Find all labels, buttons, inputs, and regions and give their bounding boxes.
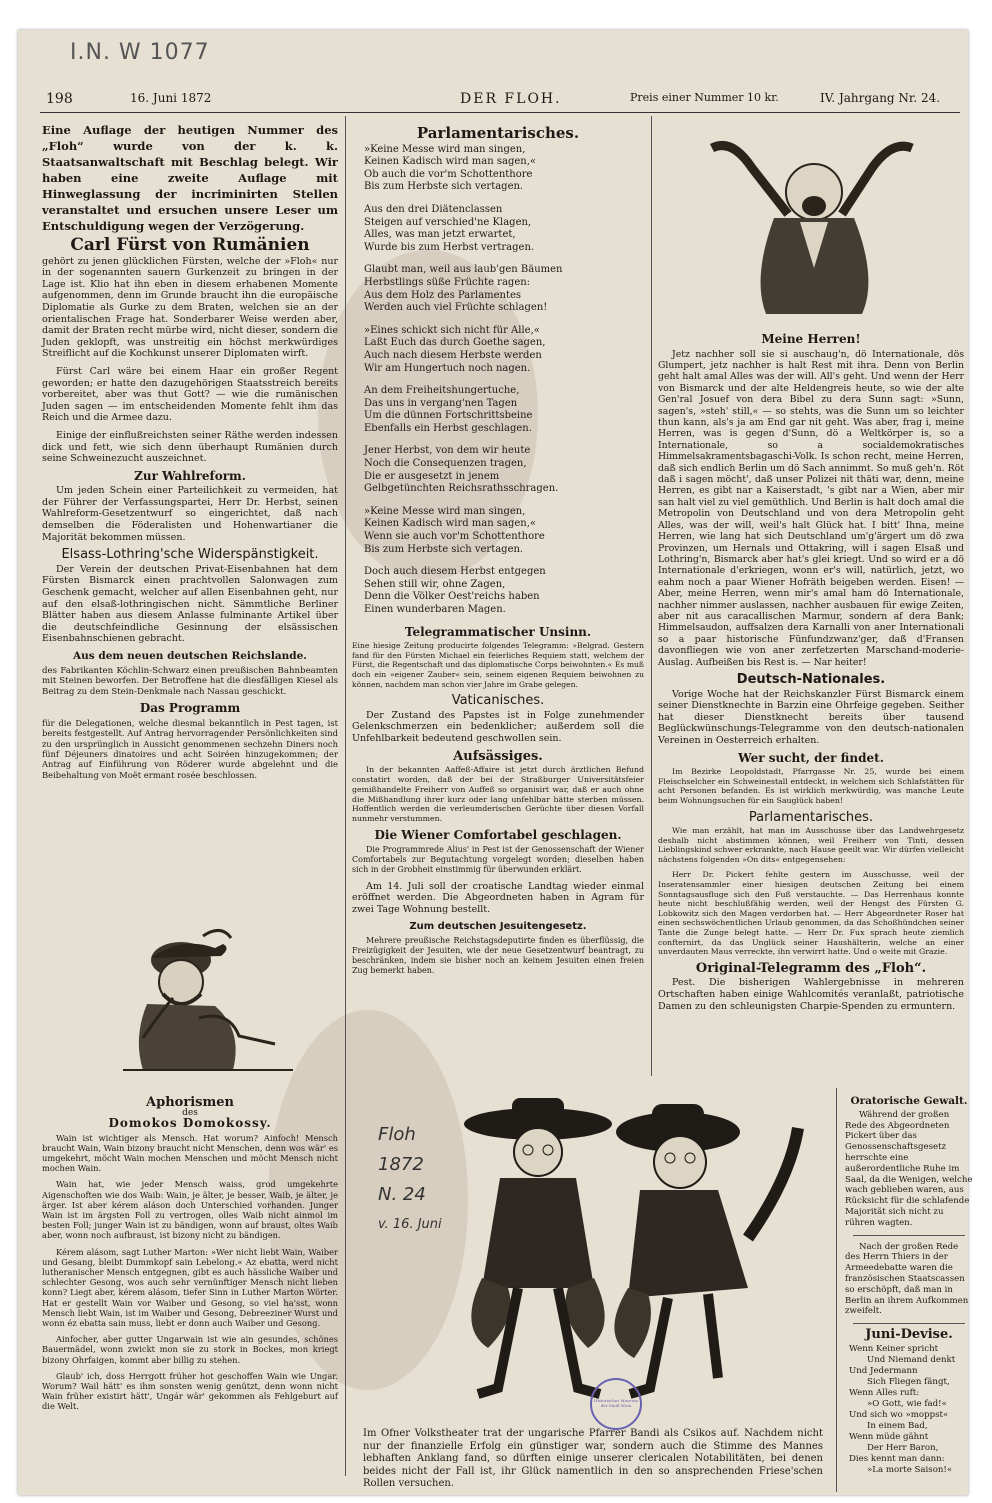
paragraph: Nach der großen Rede des Herrn Thiers in der Armeedebatte waren die französischen Staatscassen so erschöpft, daß man in Berlin an ihrem Aufkommen zweifelt. (845, 1241, 969, 1317)
page-number: 198 (46, 91, 73, 107)
headline-vaticanisches: Vaticanisches. (451, 693, 545, 709)
headline-programm: Das Programm (139, 701, 241, 716)
header-volume: IV. Jahrgang Nr. 24. (820, 91, 941, 105)
stanza: »Eines schickt sich nicht für Alle,« Laßt Euch das durch Goethe sagen, Auch nach diesem Herbste werden Wir am Hungertuch noch nagen. (364, 324, 546, 374)
paragraph: des Fabrikanten Köchlin-Schwarz einen preußischen Bahnbeamten mit Steinen beworfen. Der Betroffene hat die diesfälligen Kiesel als Beitrag zu dem Stein-Denkmale nach Nassau geschickt. (42, 665, 338, 697)
column-rule (651, 116, 652, 1076)
handwritten-note: Floh 1872 N. 24 v. 16. Juni (378, 1124, 442, 1232)
paragraph: für die Delegationen, welche diesmal bekanntlich in Pest tagen, ist bereits festgestellt. Auf Antrag hervorragender Persönlichkeiten sind zu den ursprünglich in Aussicht genommenen sechzehn Diners noch fünf Déjeuners dinatoires und acht Soiréen hinzugekommen; der Antrag auf Einführung von Röderer wurde abgelehnt und die Beibehaltung von Moët ermant rosée beschlossen. (42, 717, 338, 780)
stanza: Doch auch diesem Herbst entgegen Sehen still wir, ohne Zagen, Denn die Völker Oest'reichs haben Einen wunderbaren Magen. (364, 566, 546, 615)
aphorisms-author: Domokos Domokossy. (108, 1116, 272, 1131)
confiscation-notice: Eine Auflage der heutigen Nummer des „Floh“ wurde von der k. k. Staatsanwaltschaft mit Beschlag belegt. Wir haben eine zweite Auflage mit Hinweglassung der incriminirten Stellen veranstaltet und ersuchen unsere Leser um Entschuldigung wegen der Verzögerung. (42, 123, 338, 233)
headline-meine-herren: Meine Herren! (761, 332, 861, 346)
aphorisms-section (42, 1095, 338, 1418)
paragraph: Im Bezirke Leopoldstadt, Pfarrgasse Nr. 25, wurde bei einem Fleischselcher ein Schweinestall entdeckt, in welchem sich Schlafstätten für acht Personen befanden. Es ist wirklich merkwürdig, was manche Leute beim Wohnungsuchen für ein Sauglück haben! (658, 767, 964, 805)
headline-wahlreform: Zur Wahlreform. (134, 468, 246, 483)
devise-poem: Wenn Keiner spricht Und Niemand denkt Und Jedermann Sich Fliegen fängt, Wenn Alles ruft: »O Gott, wie fad!« Und sich wo »moppst« In einem Bad, Wenn müde gähnt Der Herr Baron, Dies kennt man dann: »La morte Saison!« (849, 1343, 956, 1475)
headline-juni-devise: Juni-Devise. (865, 1327, 953, 1343)
headline-oratorische-gewalt: Oratorische Gewalt. (850, 1095, 968, 1107)
headline-elsass: Elsass-Lothring'sche Widerspänstigkeit. (61, 547, 319, 563)
paragraph: Um jeden Schein einer Parteilichkeit zu vermeiden, hat der Führer der Verfassungspartei, Herr Dr. Herbst, seinen Wahlreform-Gesetzentwurf so eingerichtet, daß nach demselben die Föderalisten und Hohenwartianer die Majorität bekommen müssen. (42, 485, 338, 543)
right-column (658, 328, 964, 1018)
illustration-seated-man (103, 918, 303, 1083)
paragraph: Herr Dr. Pickert fehlte gestern im Ausschusse, weil der Inseratensammler einer hiesigen deutschen Zeitung bei einem Sonntagsausfluge sich den Fuß verstauchte. — Das Herrenhaus konnte heute nicht beschlußfähig werden, weil der Hengst des Fürsten G. Lobkowitz sich den Magen verdorben hat. — Herr Abgeordneter Roser hat einen sechswöchentlichen Urlaub genommen, da das Schoßhündchen seiner Tante die Zunge belegt hatte. — Herr Dr. Fux sprach heute ziemlich confternirt, da das Unglück seiner Haushälterin, welche an einer unverdauten Maus verreckte, ihn verwirrt hatte. Und o weite mit Grazie. (658, 870, 964, 957)
archive-annotation: I.N. W 1077 (70, 40, 210, 65)
paragraph: Wain ist wichtiger als Mensch. Hat worum? Ainfoch! Mensch braucht Wain, Wain bizony braucht nicht Menschen, denn wos wär' es umgekehrt, möcht Wain mochen Menschen und möcht Mensch nicht mochen Wain. (42, 1132, 338, 1174)
illustration-orator (702, 118, 922, 318)
poem (352, 144, 644, 617)
cartoon-caption: Im Ofner Volkstheater trat der ungarische Pfarrer Bandi als Csikos auf. Nachdem nicht nur der finanzielle Erfolg ein günstiger war, sondern auch die Stimme des Mannes lebhaften Anklang fand, so dürften einige unserer clericalen Notabilitäten, bei denen beides nicht der Fall ist, ihr Glück namentlich in den so ansprechenden Friese'schen Rollen versuchen. (363, 1428, 823, 1489)
paragraph: gehört zu jenen glücklichen Fürsten, welche der »Floh« nur in der sogenannten sauern Gurkenzeit zu bringen in der Lage ist. Klio hat ihn eben in diesem erhabenen Momente aufgenommen, denn im Grunde braucht ihn die europäische Diplomatie als Gurke zu dem Braten, welchen sie an der orientalischen Frage hat. Sonderbarer Weise werden aber, damit der Braten recht mürbe wird, nicht dieser, sondern die Juden geklopft, was unstreitig ein höchst merkwürdiges Streiflicht auf die Kochkunst unserer Diplomaten wirft. (42, 255, 338, 360)
header-date: 16. Juni 1872 (130, 91, 212, 105)
stanza: An dem Freiheitshungertuche, Das uns in vergang'nen Tagen Um die dünnen Fortschrittsbeine Ebenfalls ein Herbst geschlagen. (364, 385, 533, 434)
paragraph: Der Verein der deutschen Privat-Eisenbahnen hat dem Fürsten Bismarck einen prachtvollen Salonwagen zum Geschenk gemacht, welcher auf allen Eisenbahnen geht, nur auf den elsaß-lothringischen nicht. Sämmtliche Berliner Blätter haben aus diesem Anlasse fulminante Artikel über die deutschfeindliche Gesinnung der elsässischen Eisenbahnschienen gebracht. (42, 563, 338, 645)
paragraph: Der Zustand des Papstes ist in Folge zunehmender Gelenkschmerzen ein bedenklicher; außerdem soll die Unfehlbarkeit bedeutend geschwollen sein. (352, 709, 644, 744)
stanza: Aus den drei Diätenclassen Steigen auf verschied'ne Klagen, Alles, was man jetzt erwartet, Wurde bis zum Herbst vertragen. (364, 203, 535, 253)
left-column (42, 122, 338, 786)
newspaper-page (18, 30, 973, 1495)
stanza: »Keine Messe wird man singen, Keinen Kadisch wird man sagen,« Wenn sie auch vor'm Schottenthore Bis zum Herbste sich vertagen. (364, 505, 545, 555)
header-price: Preis einer Nummer 10 kr. (630, 91, 779, 104)
column-rule (345, 116, 346, 1476)
paragraph: Wie man erzählt, hat man im Ausschusse über das Landwehrgesetz deshalb nicht abstimmen können, weil Freiherr von Tinti, dessen Lieblingskind schwer erkrankte, nach Hause geeilt war. Wir dürfen vielleicht nächstens folgenden »On dits« entgegensehen: (658, 826, 964, 864)
headline-reichslande: Aus dem neuen deutschen Reichslande. (73, 650, 307, 662)
paragraph: Pest. Die bisherigen Wahlergebnisse in mehreren Ortschaften haben einige Wahlcomités veranlaßt, patriotische Damen zu den schleunigsten Charpie-Spenden zu ermuntern. (658, 977, 964, 1012)
paragraph: Fürst Carl wäre bei einem Haar ein großer Regent geworden; er hatte den dazugehörigen Staatsstreich bereits vorbereitet, aber was thut Gott? — wie die rumänischen Juden sagen — im entscheidenden Momente fehlt ihm das Reich und die Armee dazu. (42, 365, 338, 424)
archive-stamp: Historisches Museum der Stadt Wien (590, 1378, 642, 1430)
paragraph: Ainfocher, aber gutter Ungarwain ist wie ain gesundes, schönes Bauermädel, wonn zwickt mon sie zu stork in Bockes, mon kriegt bizony Ohrfaigen, kommt aber billig zu stehen. (42, 1334, 338, 1365)
paragraph: Glaub' ich, doss Herrgott früher hot geschoffen Wain wie Ungar. Worum? Wail hätt' es ihm sonsten wenig genützt, denn wonn nicht Wain früher existirt hätt', Ungár wär' gekommen als Fehlgeburt auf die Welt. (42, 1370, 338, 1412)
headline-original-telegramm: Original-Telegramm des „Floh“. (695, 960, 927, 976)
headline-wer-sucht: Wer sucht, der findet. (738, 750, 884, 765)
paragraph: In der bekannten Aaffeß-Affaire ist jetzt durch ärztlichen Befund constatirt worden, daß der bei der Straßburger Universitätsfeier gemißhandelte Freiherr von Auffeß so organisirt war, daß er auch ohne die Mißhandlung ihrer kurz oder lang unfehlbar hätte sterben müssen. Hoffentlich werden die verleumderischen Gerüchte über diesen Vorfall nunmehr verstummen. (352, 765, 644, 824)
page-header (40, 88, 960, 113)
headline-aphorismen: Aphorismen (146, 1095, 234, 1110)
paragraph: Vorige Woche hat der Reichskanzler Fürst Bismarck einem seiner Dienstknechte in Barzin eine Ohrfeige gegeben. Seither hat dieser Dienstknecht bereits über tausend Beglückwünschungs-Telegramme von den deutsch-nationalen Vereinen in Oesterreich erhalten. (658, 688, 964, 746)
middle-column (352, 122, 644, 982)
headline-carl: Carl Fürst von Rumänien (70, 235, 310, 255)
paragraph: Kérem alásom, sagt Luther Marton: »Wer nicht liebt Wain, Waiber und Gesang, bleibt Dummkopf sain Lebelong.« Az ebatta, werd nicht lutheranischer Mensch entgegnen, gibt es auch hässliche Waiber und schlechter Gesong, wos auch sehr vernünftiger Mensch nicht lieben konn? Liegt aber, kérem alásom, tiefer Sinn in Luther Marton Wörter. Hat er gestellt Wain vor Waiber und Gesong, so viel ha'sst, wonn Mensch liebt Wain, ist im Waiber und Gesong, Debreeziner Wurst und wonn éz ebatta sain muss, liebt er donn auch Waiber und Gesong. (42, 1246, 338, 1329)
headline-deutsch-nationales: Deutsch-Nationales. (736, 671, 886, 687)
paragraph: Eine hiesige Zeitung producirte folgendes Telegramm: »Belgrad. Gestern fand für den Fürsten Michael ein feierliches Requiem statt, welchem der Fürst, die Regentschaft und das diplomatische Corps beiwohnten.« Es muß doch ein »eigener Zauber« sein, seinem eigenen Requiem beiwohnen zu können, nachdem man schon vier Jahre im Grabe gelegen. (352, 641, 644, 689)
headline-comfortabel: Die Wiener Comfortabel geschlagen. (374, 827, 622, 842)
headline-aufsaessiges: Aufsässiges. (453, 748, 543, 764)
paragraph: Mehrere preußische Reichstagsdeputirte finden es überflüssig, die Freizügigkeit der Jesuiten, wie der neue Gesetzentwurf beantragt, zu beschränken, indem sie bisher noch an keinem Jesuiten einen freien Zug bemerkt haben. (352, 935, 644, 975)
headline-parlamentarisches: Parlamentarisches. (416, 124, 580, 142)
paragraph: Jetz nachher soll sie si auschaug'n, dö Internationale, dös Glumpert, jetz nachher is halt Rest mit ihra. Denn von Berlin geht halt amal Alles was der will. All's geht. Und wenn der Herr von Bismarck und der alte Heldengreis heute, so wie der alte Gen'ral Josuef von dera Bibel zu dera Sunn sagt: »Sunn, sagen's, »steh' still,« — so stehts, was die Sunn um so leichter thun kann, als's ja am End gar nit geht. Was aber, frag i, meine Herren, was is gegen d'Sunn, dö a Weltkörper is, so a Internationale, so a socialdemokratisches Himmelsakramentsbagaschi-Volk. Is schon recht, meine Herren, daß sich endlich Berlin um dö Sach annimmt. So muß geh'n. Röt daß i sagen möcht', daß unser Polizei nit thäti war, denn, meine Herren, es gibt nar a Kaiserstadt, 's gibt nar a Wien, aber mir san halt viel zu viel gemüthlich. Und Berlin is halt doch amal die Metropolin von Deutschland und von dera Metropolin geht Alles, was der will, weil's halt Glück hat. I bitt' Ihna, meine Herren, wie lang hat sich Deutschland um'g'ärgert um dö zwa Provinzen, um Hernals und Ottakring, will i sagen Elsaß und Lothring'n, Bismarck aber hat's glei kriegt. Und so wird er a dö Internationale d'erkriegen, wonn er's will, natürlich, jetzt, wo eahm noch a paar Wiener Hofräth beigeben werden. Eisen! — Aber, meine Herren, wenn mir's amal ham dö Internationale, nachher nimmer auslassen, nachher ausbauen für ewige Zeiten, aber nit aus caracallischen Marmur, sondern af dera Bank; Himmelsaudon, auffsalzen dera Karnalli von aner Internationali so a paar historische Fünfundzwanz'ger, daß d'Fransen davonfliegen wie von aner zerfetzerten Marschand-moderie-Auslag. Aufbeißen bis Rest is. — Nar heiter! (658, 348, 964, 668)
aphorisms-des: des (182, 1108, 198, 1119)
paragraph: Wain hat, wie jeder Mensch waiss, grod umgekehrte Aigenschoften wie dos Waib: Wain, je älter, je besser, Waib, je älter, je ärger. Ist aber kérem aláson doch Unterschied vorhanden. Junger Wain ist im ärgsten Foll zu vertrogen, olles Waib nicht ainmol im besten Foll; junger Wain ist zu bändigen, wonn auf braust, oltes Waib aber, wonn noch aufbraust, ist bizony nicht zu bändigen. (42, 1179, 338, 1241)
headline-telegramm: Telegrammatischer Unsinn. (404, 624, 592, 639)
paragraph: Einige der einflußreichsten seiner Räthe werden indessen dick und fett, wie sich denn überhaupt Rumänien durch seine Schweinezucht auszeichnet. (42, 429, 338, 465)
sidebar-box (836, 1088, 975, 1492)
headline-parlamentarisches-2: Parlamentarisches. (748, 809, 874, 825)
stanza: »Keine Messe wird man singen, Keinen Kadisch wird man sagen,« Ob auch die vor'm Schottenthore Bis zum Herbste sich vertagen. (364, 143, 537, 193)
paragraph: Während der großen Rede des Abgeordneten Pickert über das Genossenschaftsgesetz herrschte eine außerordentliche Ruhe im Saal, da die Wenigen, welche wach geblieben waren, aus Rücksicht für die schlafende Majorität sich nicht zu rühren wagten. (845, 1109, 973, 1228)
illustration-dancing-priests (418, 1088, 828, 1410)
masthead: DER FLOH. (460, 91, 562, 107)
paragraph: Die Programmrede Alius' in Pest ist der Genossenschaft der Wiener Comfortabels zur Begutachtung vorgelegt worden; dieselben haben sich in der Grobheit einstimmig für überwunden erklärt. (352, 844, 644, 874)
headline-jesuiten: Zum deutschen Jesuitengesetz. (409, 921, 587, 933)
stanza: Jener Herbst, von dem wir heute Noch die Consequenzen tragen, Die er ausgesetzt in jenem Gelbgetünchten Reichsrathsschragen. (364, 445, 559, 495)
stanza: Glaubt man, weil aus laub'gen Bäumen Herbstlings süße Früchte ragen: Aus dem Holz des Parlamentes Werden auch viel Früchte schlagen! (364, 264, 563, 314)
paragraph: Am 14. Juli soll der croatische Landtag wieder einmal eröffnet werden. Die Abgeordneten haben in Agram für zwei Tage Wohnung bestellt. (352, 880, 644, 915)
